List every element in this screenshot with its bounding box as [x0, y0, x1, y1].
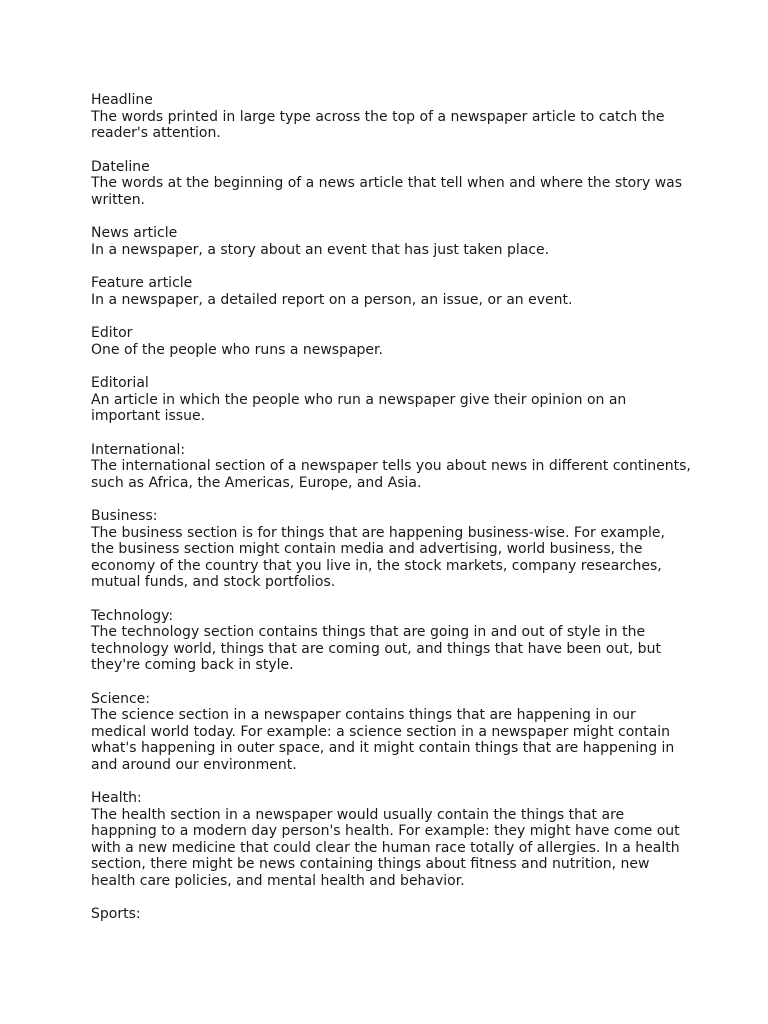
entry-term: Business:: [91, 508, 158, 524]
glossary-entry-headline: [91, 92, 691, 142]
glossary-entry-international: [91, 442, 691, 492]
entry-term: Editor: [91, 325, 133, 341]
entry-term: News article: [91, 225, 178, 241]
entry-term: Technology:: [91, 607, 174, 624]
glossary-entry-dateline: [91, 159, 691, 209]
glossary-entry-editor: [91, 325, 691, 358]
glossary-entry-sports: [91, 906, 691, 923]
entry-definition: The business section is for things that are happening business-wise. For example, the business section might contain media and advertising, world business, the economy of the country that you live in, the stock markets, company researches, mutual funds, and stock portfolios.: [91, 524, 665, 590]
entry-definition: An article in which the people who run a newspaper give their opinion on an important issue.: [91, 391, 627, 424]
entry-term: Editorial: [91, 375, 149, 391]
entry-definition: The science section in a newspaper contains things that are happening in our medical world today. For example: a science section in a newspaper might contain what's happening in outer space, and it might contain things that are happening in and around our environment.: [91, 707, 675, 773]
glossary-entry-health: [91, 790, 691, 889]
entry-definition: One of the people who runs a newspaper.: [91, 341, 383, 358]
entry-definition: The technology section contains things that are going in and out of style in the technology world, things that are coming out, and things that have been out, but they're coming back in style.: [91, 624, 661, 673]
glossary-entry-technology: [91, 608, 691, 674]
entry-term: International:: [91, 441, 186, 458]
glossary-entry-business: [91, 508, 691, 591]
entry-term: Health:: [91, 790, 142, 806]
glossary-entry-science: [91, 691, 691, 774]
entry-term: Dateline: [91, 158, 150, 175]
entry-term: Sports:: [91, 906, 141, 922]
entry-definition: In a newspaper, a detailed report on a person, an issue, or an event.: [91, 291, 573, 308]
glossary-entry-feature-article: [91, 275, 691, 308]
entry-definition: The international section of a newspaper tells you about news in different continents, such as Africa, the Americas, Europe, and Asia.: [91, 458, 691, 491]
entry-term: Feature article: [91, 275, 193, 291]
document-page: [91, 92, 691, 940]
entry-term: Science:: [91, 690, 150, 707]
entry-definition: The health section in a newspaper would usually contain the things that are happning to a modern day person's health. For example: they might have come out with a new medicine that could clear the human race totally of allergies. In a health section, there might be news containing things about fitness and nutrition, new health care policies, and mental health and behavior.: [91, 806, 680, 889]
entry-definition: In a newspaper, a story about an event that has just taken place.: [91, 241, 550, 258]
entry-definition: The words at the beginning of a news article that tell when and where the story was written.: [91, 175, 683, 208]
entry-definition: The words printed in large type across the top of a newspaper article to catch the reader's attention.: [91, 108, 665, 141]
glossary-entry-editorial: [91, 375, 691, 425]
glossary-entry-news-article: [91, 225, 691, 258]
entry-term: Headline: [91, 92, 153, 108]
